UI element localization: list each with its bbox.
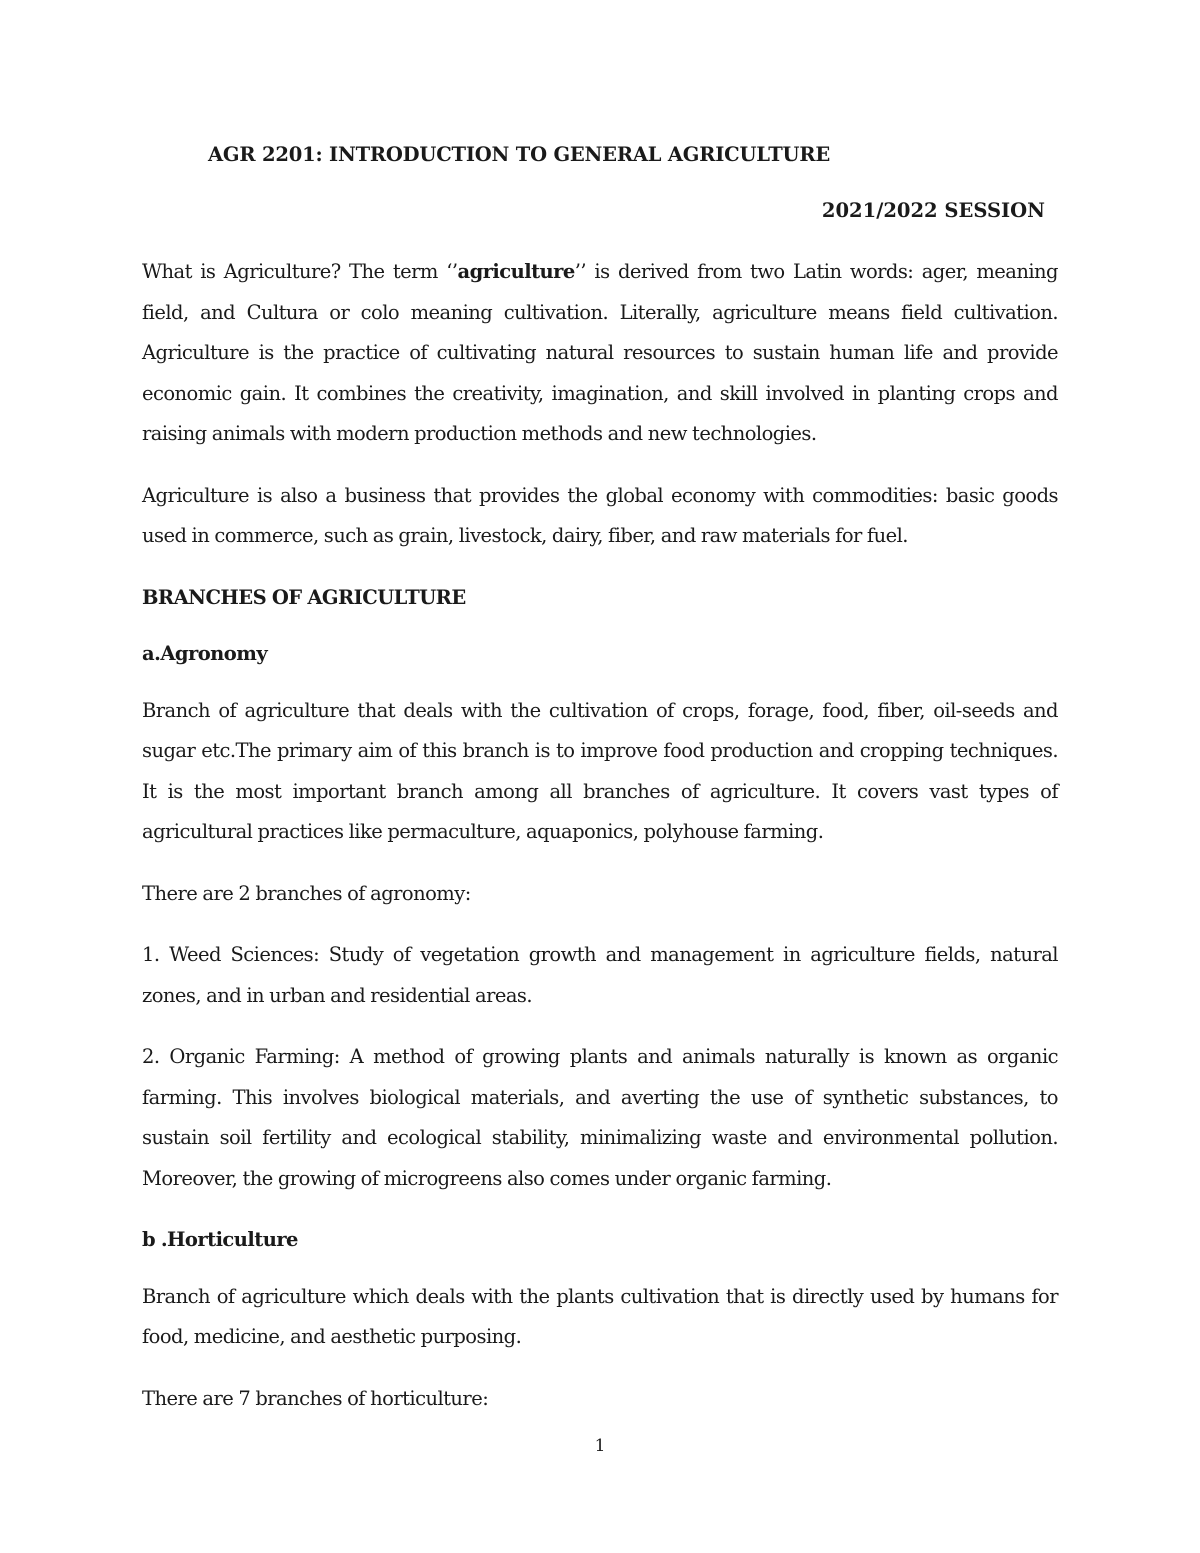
- document-title: AGR 2201: INTRODUCTION TO GENERAL AGRICULTURE: [208, 143, 831, 166]
- agronomy-item-organic-farming: 2. Organic Farming: A method of growing plants and animals naturally is known as organic farming. This involves biological materials, and averting the use of synthetic substances, to sustain soil fertility and ecological stability, minimalizing waste and environmental pollution. Moreover, the growing of microgreens also comes under organic farming.: [142, 1045, 1058, 1190]
- agronomy-heading: a.Agronomy: [142, 642, 268, 665]
- intro-text-after: ’’ is derived from two Latin words: ager, meaning field, and Cultura or colo meaning cultivation. Literally, agriculture means field cultivation. Agriculture is the practice of cultivating natural resources to sustain human life and provide economic gain. It combines the creativity, imagination, and skill involved in planting crops and raising animals with modern production methods and new technologies.: [142, 260, 1058, 445]
- agronomy-description: Branch of agriculture that deals with the cultivation of crops, forage, food, fiber, oil-seeds and sugar etc.The primary aim of this branch is to improve food production and cropping techniques. It is the most important branch among all branches of agriculture. It covers vast types of agricultural practices like permaculture, aquaponics, polyhouse farming.: [142, 698, 1058, 843]
- intro-term: agriculture: [457, 260, 575, 283]
- agronomy-item-weed-sciences: 1. Weed Sciences: Study of vegetation growth and management in agriculture fields, natural zones, and in urban and residential areas.: [142, 943, 1058, 1007]
- intro-paragraph: [142, 252, 1058, 455]
- document-body: [142, 252, 1058, 1440]
- branches-heading: BRANCHES OF AGRICULTURE: [142, 585, 466, 609]
- session-label: 2021/2022 SESSION: [821, 199, 1045, 222]
- business-paragraph: Agriculture is also a business that provides the global economy with commodities: basic goods used in commerce, such as grain, livestock, dairy, fiber, and raw materials for fuel.: [142, 483, 1058, 547]
- horticulture-description: Branch of agriculture which deals with the plants cultivation that is directly used by humans for food, medicine, and aesthetic purposing.: [142, 1284, 1058, 1348]
- horticulture-branches-intro: There are 7 branches of horticulture:: [142, 1386, 489, 1410]
- page-number: 1: [594, 1436, 606, 1456]
- horticulture-heading: b .Horticulture: [142, 1228, 298, 1251]
- agronomy-branches-intro: There are 2 branches of agronomy:: [142, 881, 471, 905]
- intro-text-before: What is Agriculture? The term ‘’: [142, 260, 458, 283]
